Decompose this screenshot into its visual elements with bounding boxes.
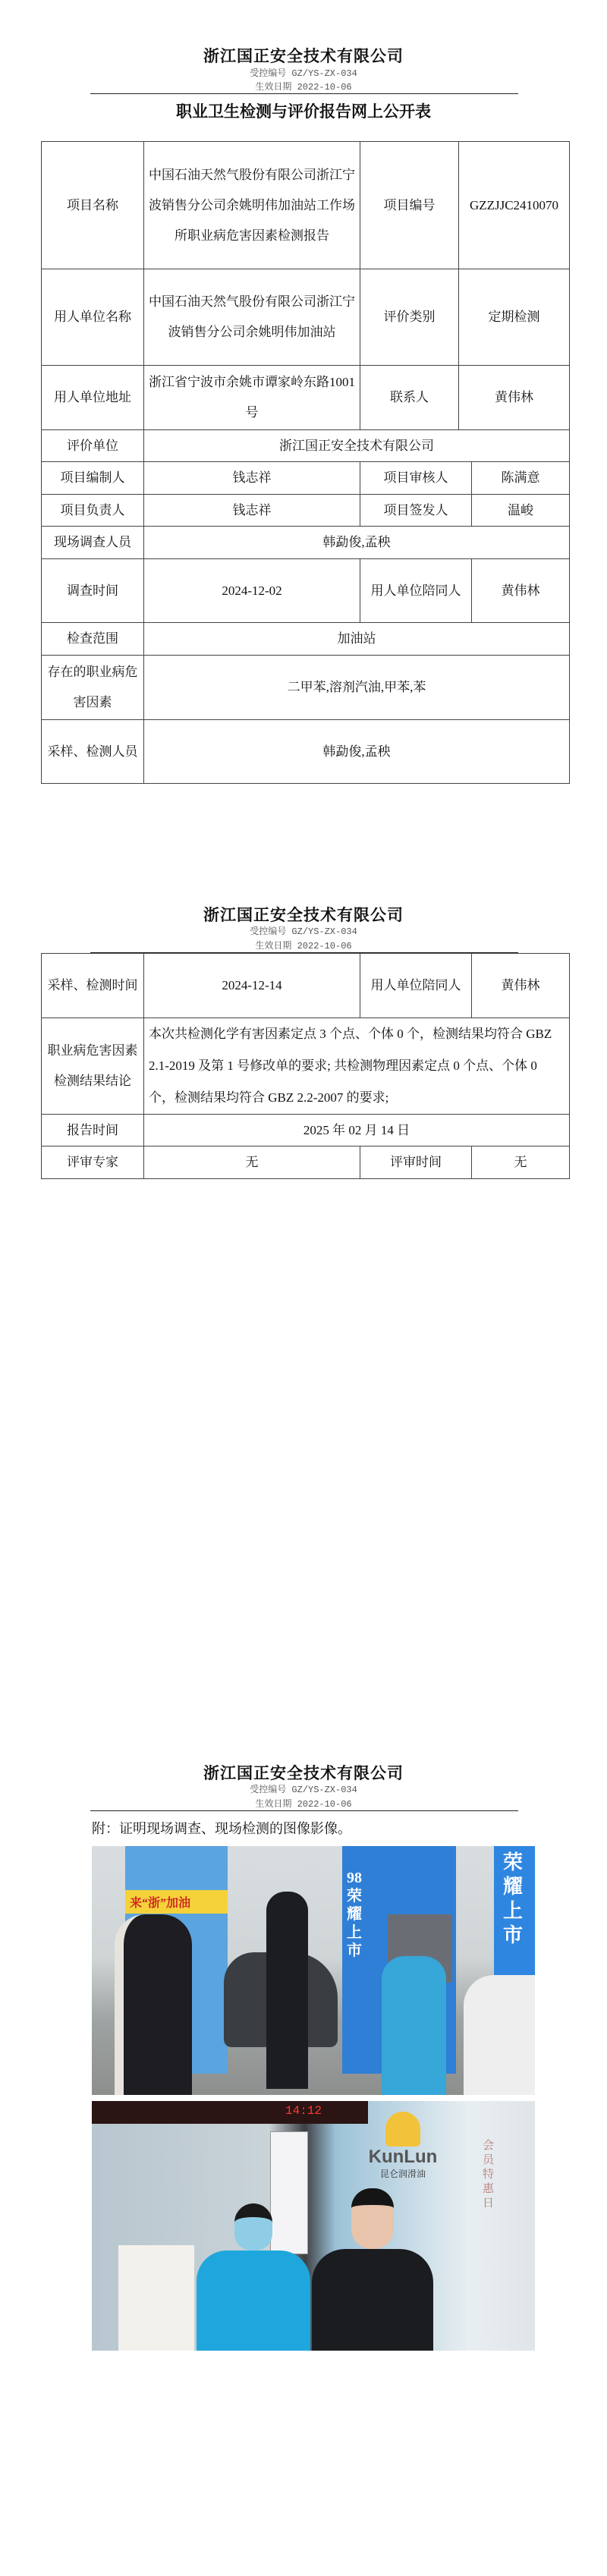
face-mask (234, 2203, 272, 2250)
kunlun-brand: KunLun (368, 2147, 438, 2167)
table-row (42, 1018, 570, 1115)
conclusion-label: 职业病危害因素检测结果结论 (42, 1018, 144, 1115)
address-value: 浙江省宁波市余姚市谭家岭东路1001号 (144, 366, 360, 430)
leader-label: 项目负责人 (42, 495, 144, 527)
company-title: 浙江国正安全技术有限公司 (203, 47, 404, 65)
eval-type-label: 评价类别 (360, 269, 459, 366)
table-row (42, 269, 570, 366)
inspector-face (351, 2188, 394, 2249)
page-title: 职业卫生检测与评价报告网上公开表 (176, 102, 431, 121)
clock-readout: 14:12 (285, 2104, 322, 2118)
scope-label: 检查范围 (42, 623, 144, 656)
employer-label: 用人单位名称 (42, 269, 144, 366)
product-boxes (118, 2245, 194, 2351)
table-row (42, 366, 570, 430)
compiler-value: 钱志祥 (144, 462, 360, 495)
survey-time-value: 2024-12-02 (144, 559, 360, 623)
pump-sign: 98 荣耀上市 (347, 1870, 362, 1959)
white-car (464, 1975, 535, 2095)
effective-date: 生效日期 2022-10-06 (255, 1799, 352, 1810)
eval-unit-label: 评价单位 (42, 430, 144, 462)
pillar-sign: 荣耀上市 (503, 1851, 524, 1946)
effective-date: 生效日期 2022-10-06 (255, 941, 352, 951)
table-row (42, 559, 570, 623)
table-row (42, 430, 570, 462)
attendant-uniform (197, 2250, 310, 2351)
contact-label: 联系人 (360, 366, 459, 430)
expert-value: 无 (144, 1146, 360, 1179)
escort-label: 用人单位陪同人 (360, 954, 472, 1018)
person-attendant (197, 2203, 310, 2351)
table-row (42, 1115, 570, 1146)
expert-label: 评审专家 (42, 1146, 144, 1179)
site-personnel-photo (92, 2101, 535, 2351)
eval-type-value: 定期检测 (459, 269, 570, 366)
control-number: 受控编号 GZ/YS-ZX-034 (250, 1785, 357, 1795)
escort-value: 黄伟林 (472, 954, 570, 1018)
hazards-value: 二甲苯,溶剂汽油,甲苯,苯 (144, 656, 570, 720)
conclusion-value: 本次共检测化学有害因素定点 3 个点、个体 0 个，检测结果均符合 GBZ 2.1-2019 及第 1 号修改单的要求; 共检测物理因素定点 0 个点、个体 0 个，检测结果均符合 GBZ 2.2-2007 的要求; (144, 1018, 570, 1115)
attachment-note: 附：证明现场调查、现场检测的图像影像。 (92, 1821, 351, 1836)
address-label: 用人单位地址 (42, 366, 144, 430)
hazards-label: 存在的职业病危害因素 (42, 656, 144, 720)
survey-time-label: 调查时间 (42, 559, 144, 623)
table-row (42, 656, 570, 720)
table-row (42, 623, 570, 656)
review-time-value: 无 (472, 1146, 570, 1179)
report-time-label: 报告时间 (42, 1115, 144, 1146)
company-title: 浙江国正安全技术有限公司 (203, 906, 404, 924)
disclosure-table (41, 141, 570, 784)
project-name-value: 中国石油天然气股份有限公司浙江宁波销售分公司余姚明伟加油站工作场所职业病危害因素检测报告 (144, 142, 360, 269)
project-no-value: GZZJJC2410070 (459, 142, 570, 269)
surveyors-value: 韩勐俊,孟秧 (144, 527, 570, 559)
person-inspector-male (266, 1892, 308, 2089)
kunlun-logo-icon (385, 2112, 420, 2147)
kunlun-sign (365, 2112, 441, 2180)
surveyors-label: 现场调查人员 (42, 527, 144, 559)
sampling-time-value: 2024-12-14 (144, 954, 360, 1018)
company-title: 浙江国正安全技术有限公司 (203, 1764, 404, 1782)
scope-value: 加油站 (144, 623, 570, 656)
control-number: 受控编号 GZ/YS-ZX-034 (250, 926, 357, 937)
person-inspector (312, 2188, 433, 2351)
issuer-value: 温峻 (472, 495, 570, 527)
person-attendant (382, 1956, 446, 2095)
escort-label: 用人单位陪同人 (360, 559, 472, 623)
header-divider (90, 93, 518, 94)
disclosure-table-continued (41, 953, 570, 1179)
inspector-jacket (312, 2249, 433, 2351)
table-row (42, 954, 570, 1018)
header-divider (90, 1810, 518, 1811)
escort-value: 黄伟林 (472, 559, 570, 623)
project-no-label: 项目编号 (360, 142, 459, 269)
issuer-label: 项目签发人 (360, 495, 472, 527)
contact-value: 黄伟林 (459, 366, 570, 430)
table-row (42, 462, 570, 495)
person-inspector-female (115, 1914, 192, 2095)
employer-value: 中国石油天然气股份有限公司浙江宁波销售分公司余姚明伟加油站 (144, 269, 360, 366)
site-survey-photo (92, 1846, 535, 2095)
table-row (42, 495, 570, 527)
table-row (42, 527, 570, 559)
table-row (42, 142, 570, 269)
compiler-label: 项目编制人 (42, 462, 144, 495)
reviewer-value: 陈满意 (472, 462, 570, 495)
sampling-time-label: 采样、检测时间 (42, 954, 144, 1018)
review-time-label: 评审时间 (360, 1146, 472, 1179)
project-name-label: 项目名称 (42, 142, 144, 269)
control-number: 受控编号 GZ/YS-ZX-034 (250, 68, 357, 79)
samplers-label: 采样、检测人员 (42, 720, 144, 784)
table-row (42, 720, 570, 784)
led-display (92, 2101, 368, 2124)
reviewer-label: 项目审核人 (360, 462, 472, 495)
leader-value: 钱志祥 (144, 495, 360, 527)
eval-unit-value: 浙江国正安全技术有限公司 (144, 430, 570, 462)
promo-banner-text: 来“浙”加油 (125, 1890, 228, 1914)
member-day-sign: 会员特惠日 (483, 2140, 495, 2210)
report-time-value: 2025 年 02 月 14 日 (144, 1115, 570, 1146)
samplers-value: 韩勐俊,孟秧 (144, 720, 570, 784)
effective-date: 生效日期 2022-10-06 (255, 82, 352, 93)
table-row (42, 1146, 570, 1179)
kunlun-brand-sub: 昆仑润滑油 (379, 2169, 426, 2179)
